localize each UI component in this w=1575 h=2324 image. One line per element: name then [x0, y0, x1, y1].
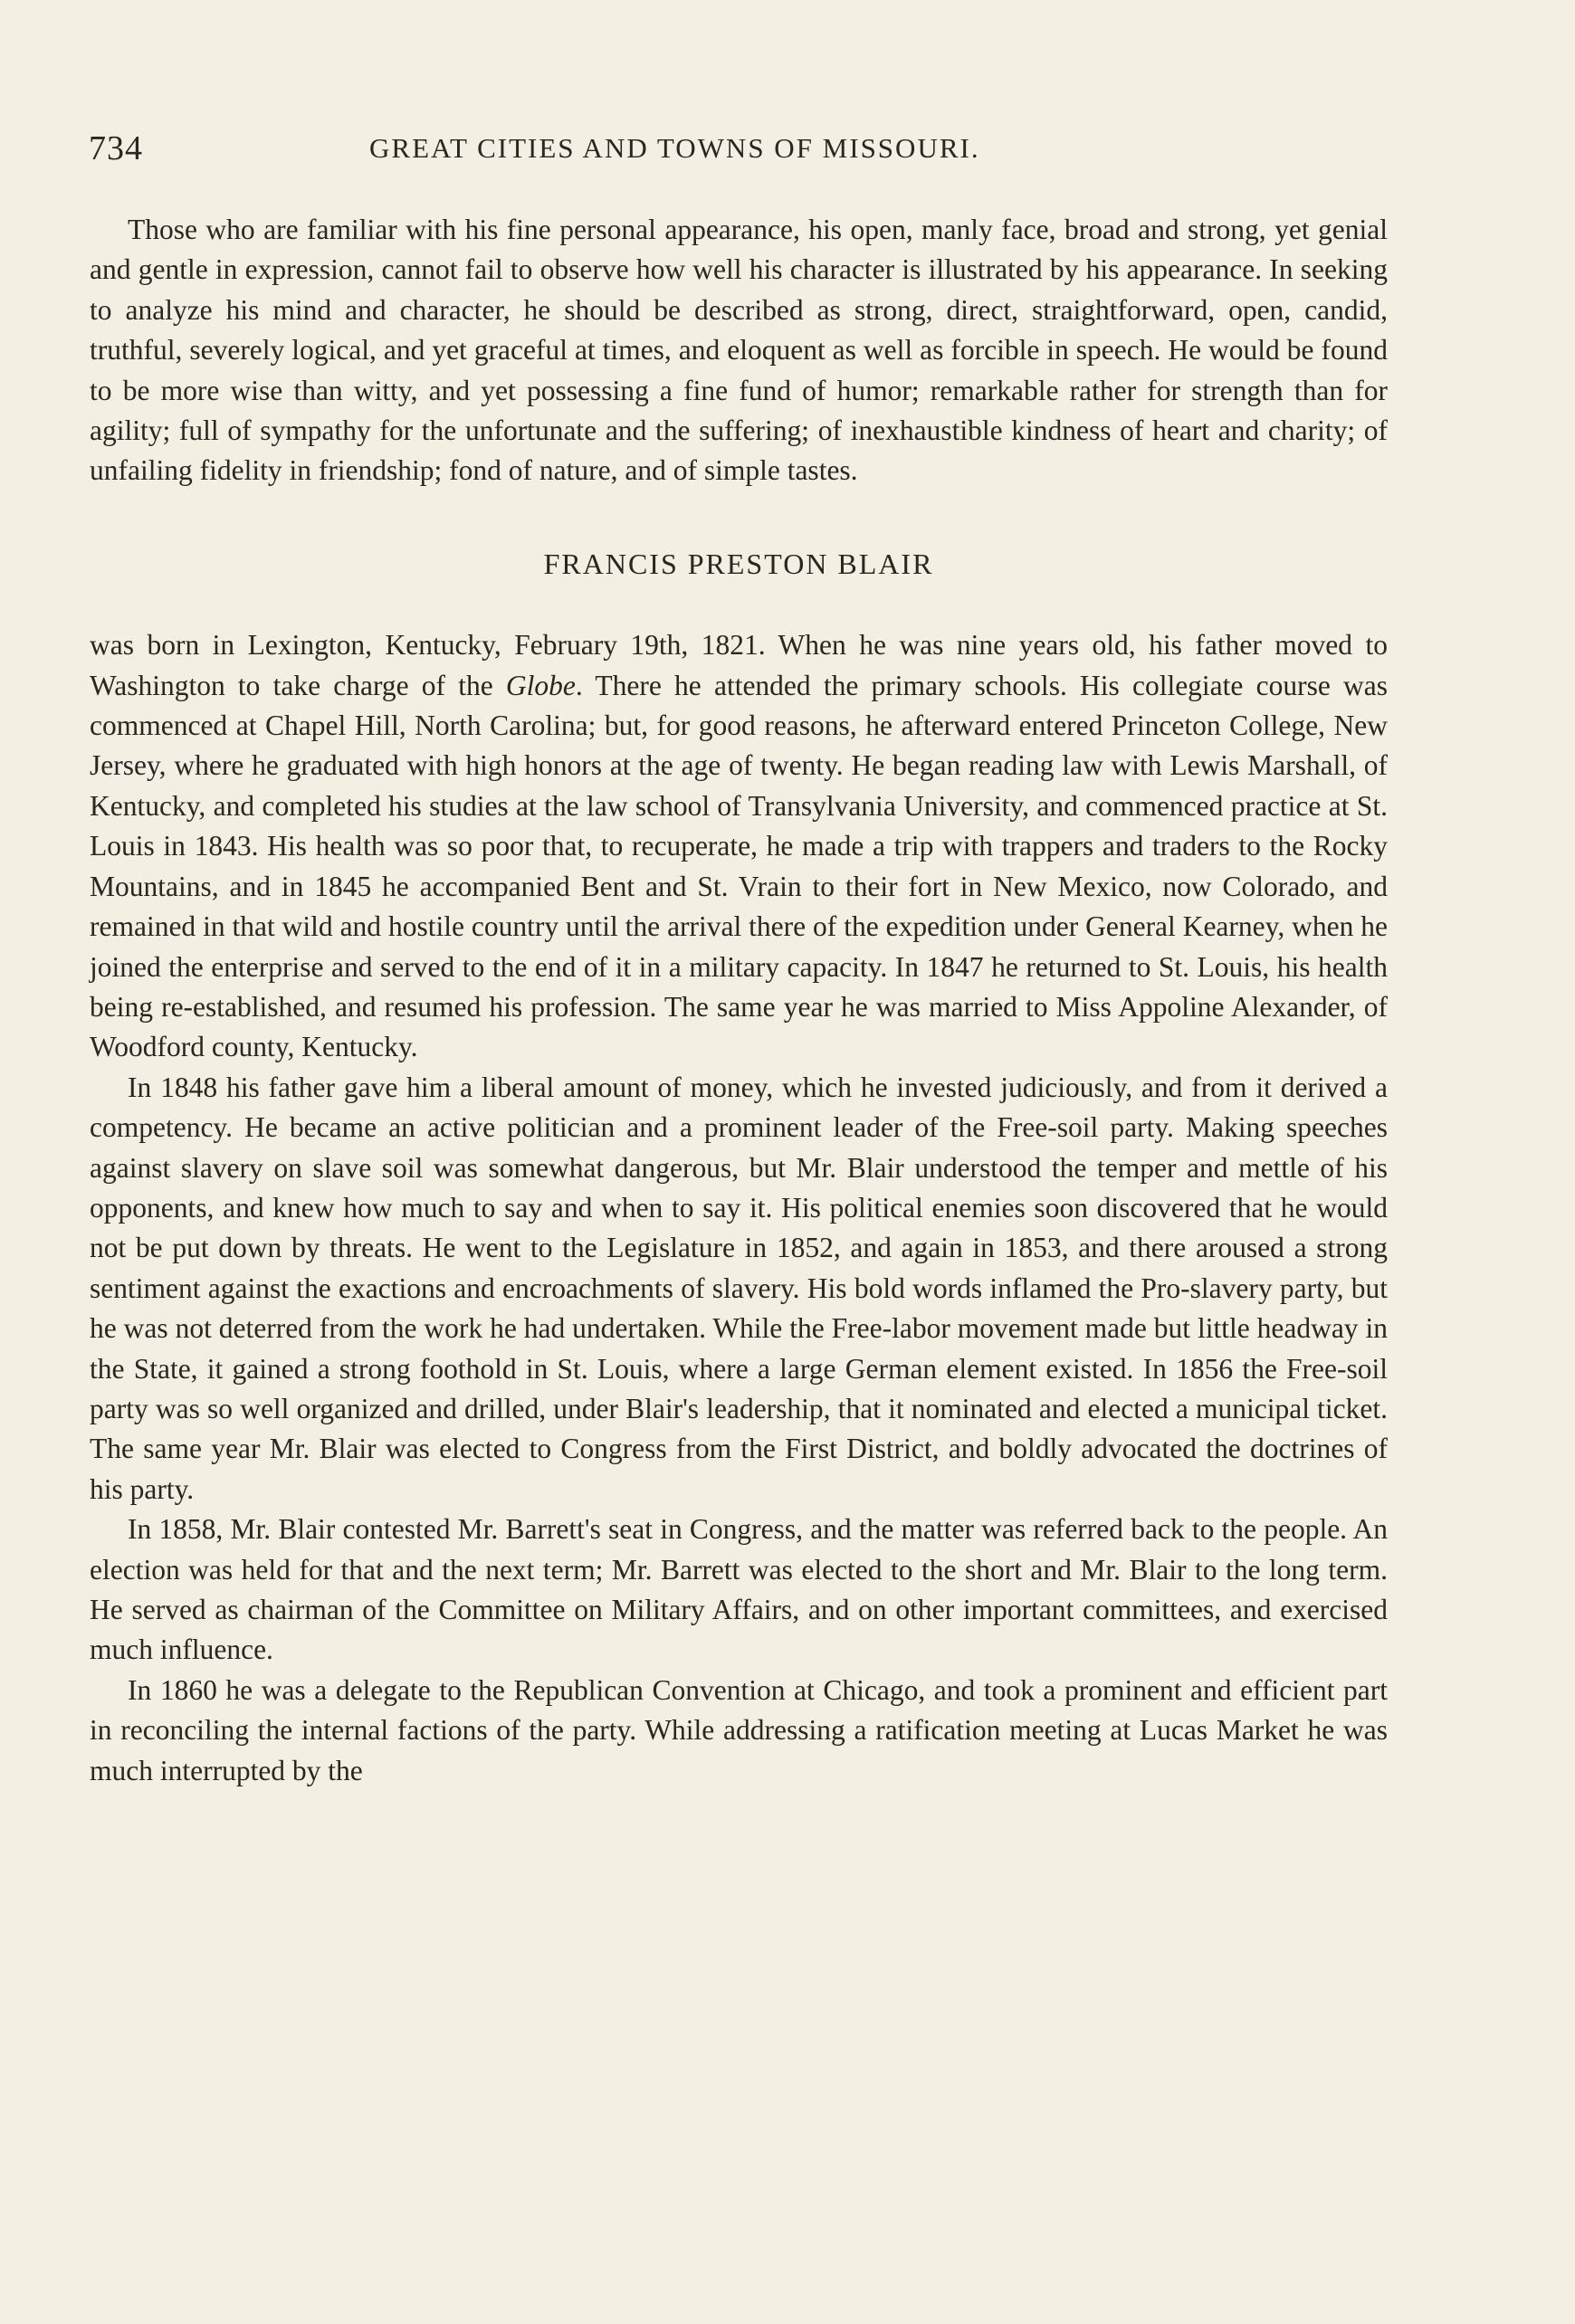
newspaper-title: Globe [505, 669, 576, 701]
section-heading: FRANCIS PRESTON BLAIR [543, 547, 934, 580]
main-text [90, 210, 1388, 1791]
page-number: 734 [89, 129, 143, 167]
biography-paragraph-3: In 1858, Mr. Blair contested Mr. Barrett's seat in Congress, and the matter was referred back to the people. An election was held for that and the next term; Mr. Barrett was elected to the short and Mr. Blair to the long term. He served as chairman of the Committee on Military Affairs, and on other important committees, and exercised much influence. [90, 1513, 1388, 1666]
running-title: GREAT CITIES AND TOWNS OF MISSOURI. [369, 132, 980, 164]
intro-paragraph: Those who are familiar with his fine personal appearance, his open, manly face, broad and strong, yet genial and gentle in expression, cannot fail to observe how well his character is illustrated by his appearance. In seeking to analyze his mind and character, he should be described as strong, direct, straightforward, open, candid, truthful, severely logical, and yet graceful at times, and eloquent as well as forcible in speech. He would be found to be more wise than witty, and yet possessing a fine fund of humor; remarkable rather for strength than for agility; full of sympathy for the unfortunate and the suffering; of inexhaustible kindness of heart and charity; of unfailing fidelity in friendship; fond of nature, and of simple tastes. [90, 214, 1388, 487]
biography-paragraph-1 [90, 625, 1388, 1067]
page-header [89, 129, 1392, 174]
biography-text-after-italic: . There he attended the primary schools. His collegiate course was commenced at Chapel Hill, North Carolina; but, for good reasons, he afterward entered Princeton College, New Jersey, where he graduated with high honors at the age of twenty. He began reading law with Lewis Marshall, of Kentucky, and completed his studies at the law school of Transylvania University, and commenced practice at St. Louis in 1843. His health was so poor that, to recuperate, he made a trip with trappers and traders to the Rocky Mountains, and in 1845 he accompanied Bent and St. Vrain to their fort in New Mexico, now Colorado, and remained in that wild and hostile country until the arrival there of the expedition under General Kearney, when he joined the enterprise and served to the end of it in a military capacity. In 1847 he returned to St. Louis, his health being re-established, and resumed his profession. The same year he was married to Miss Appoline Alexander, of Woodford county, Kentucky. [90, 669, 1388, 1063]
biography-text-before-italic: was born in Lexington, Kentucky, February 19th, 1821. When he was nine years old, his father moved to Washington to take charge of the [90, 629, 1388, 701]
biography-paragraph-4: In 1860 he was a delegate to the Republican Convention at Chicago, and took a prominent and efficient part in reconciling the internal factions of the party. While addressing a ratification meeting at Lucas Market he was much interrupted by the [90, 1673, 1388, 1786]
biography-paragraph-2: In 1848 his father gave him a liberal amount of money, which he invested judiciously, and from it derived a competency. He became an active politician and a prominent leader of the Free-soil party. Making speeches against slavery on slave soil was somewhat dangerous, but Mr. Blair understood the temper and mettle of his opponents, and knew how much to say and when to say it. His political enemies soon discovered that he would not be put down by threats. He went to the Legislature in 1852, and again in 1853, and there aroused a strong sentiment against the exactions and encroachments of slavery. His bold words inflamed the Pro-slavery party, but he was not deterred from the work he had undertaken. While the Free-labor movement made but little headway in the State, it gained a strong foothold in St. Louis, where a large German element existed. In 1856 the Free-soil party was so well organized and drilled, under Blair's leadership, that it nominated and elected a municipal ticket. The same year Mr. Blair was elected to Congress from the First District, and boldly advocated the doctrines of his party. [90, 1071, 1388, 1505]
